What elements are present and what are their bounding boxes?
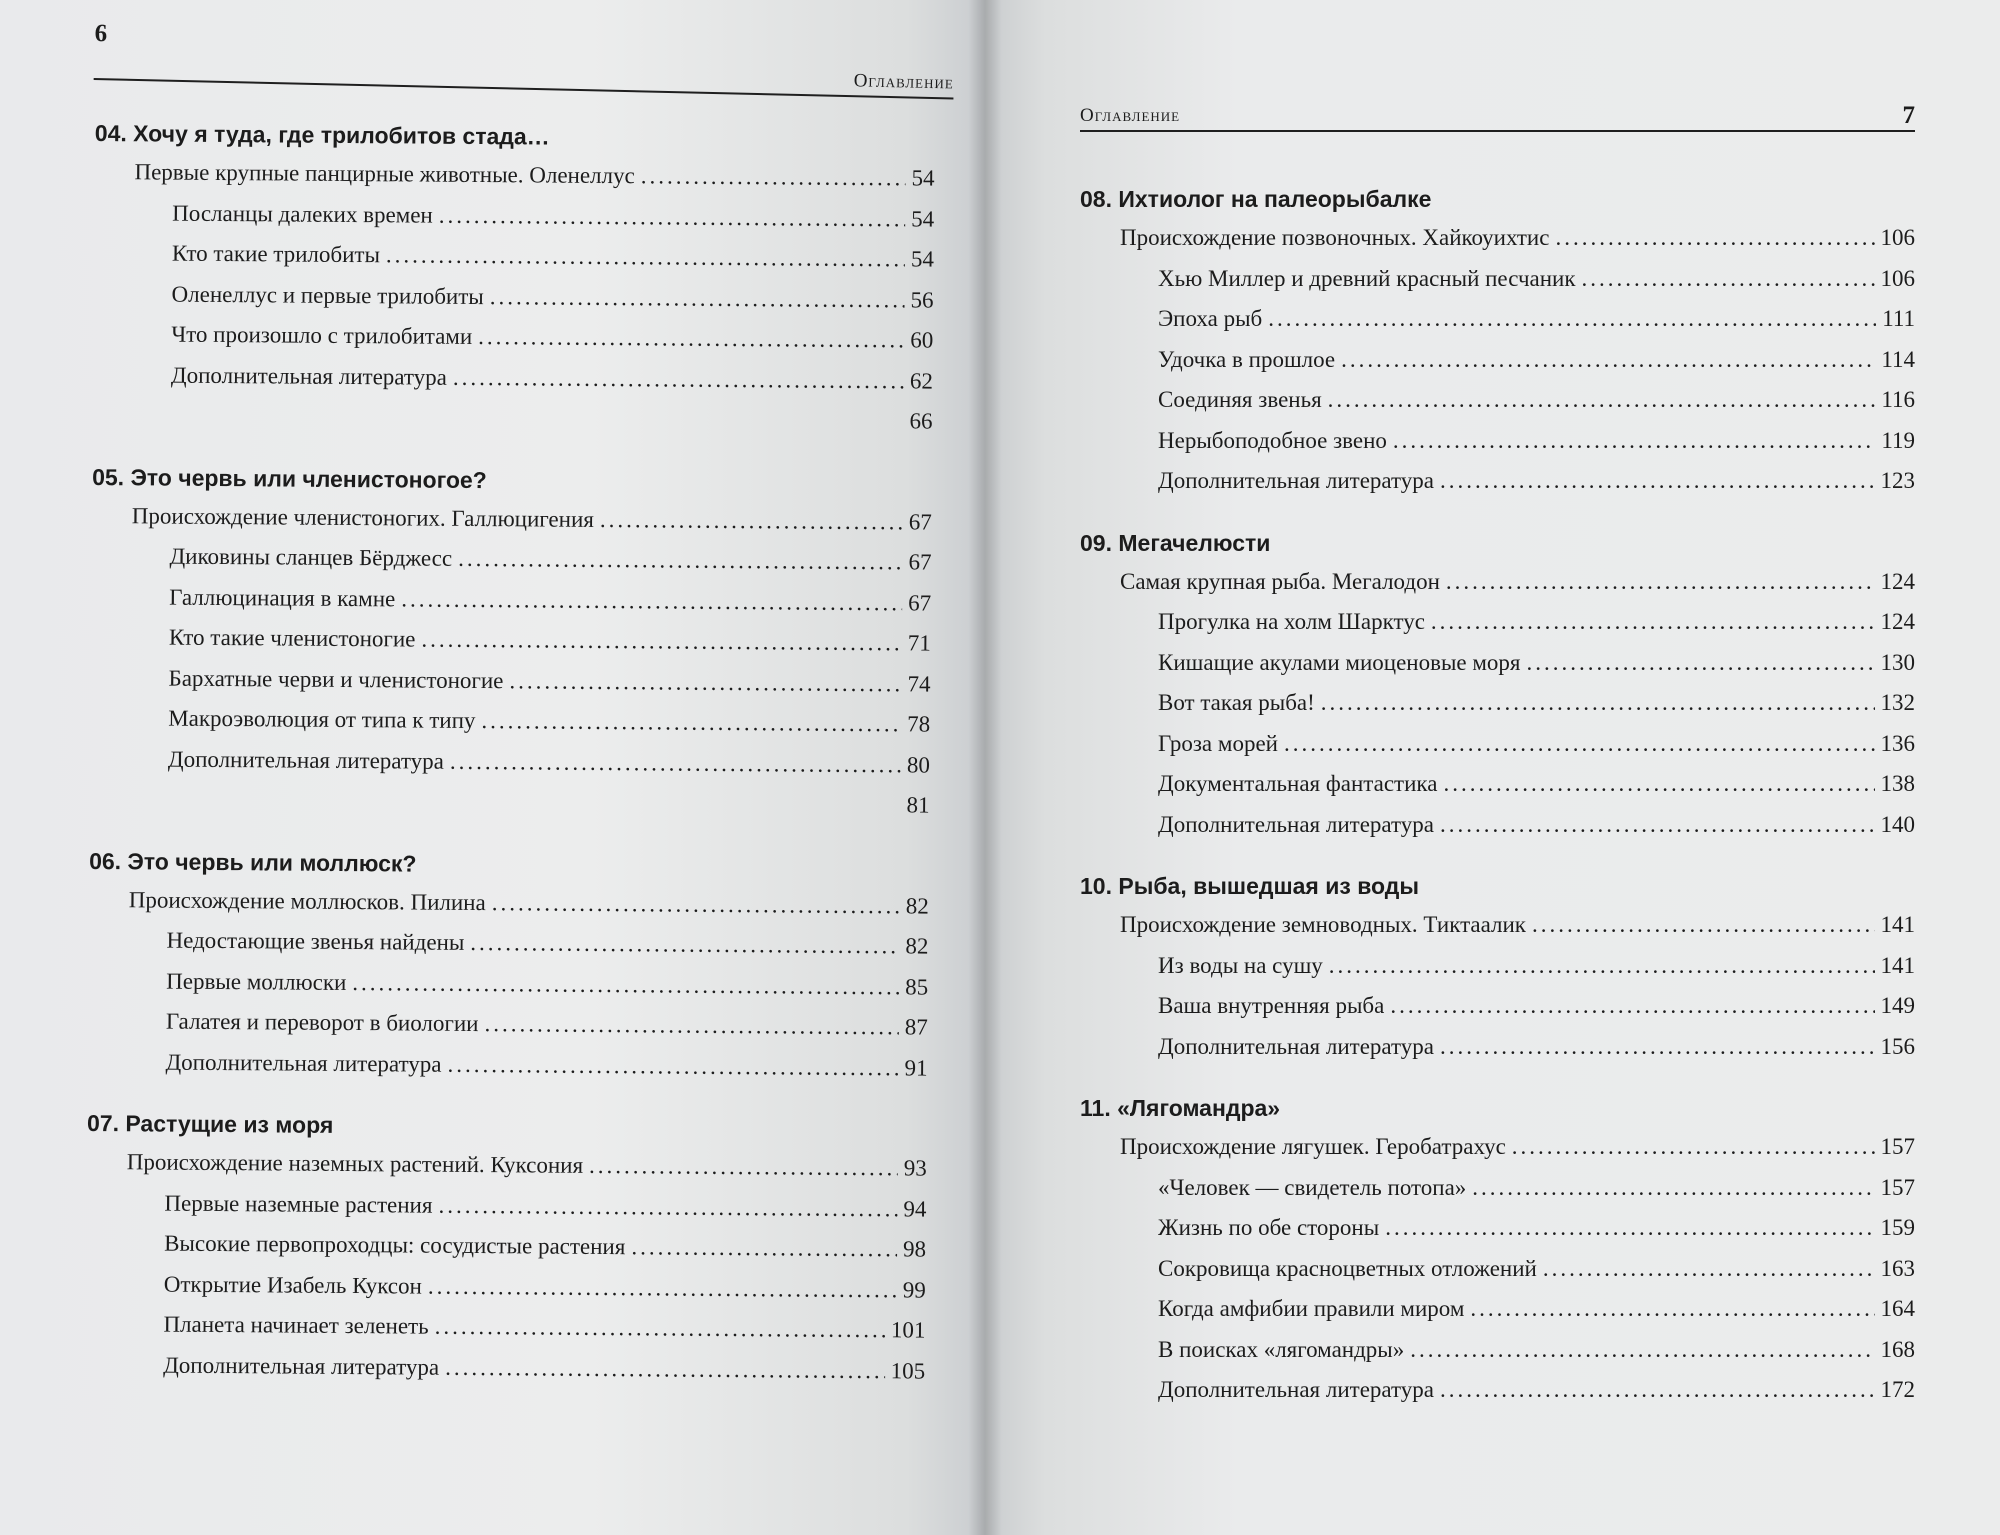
- leader-dots: [1329, 946, 1875, 987]
- chapter-title[interactable]: 04. Хочу я туда, где трилобитов стада…: [94, 119, 550, 150]
- leader-dots: [470, 923, 899, 967]
- leader-dots: [1321, 683, 1875, 724]
- leader-dots: [1555, 218, 1874, 259]
- toc-section-row[interactable]: [85, 1344, 925, 1391]
- chapter-title[interactable]: 09. Мегачелюсти: [1080, 529, 1271, 556]
- toc-trailing-row: [89, 779, 929, 826]
- subtitle-text: Происхождение моллюсков. Пилина: [128, 886, 486, 915]
- toc-section-row[interactable]: [87, 1041, 927, 1088]
- page-ref: 54: [910, 246, 934, 272]
- page-ref: 164: [1880, 1296, 1915, 1321]
- leader-dots: [1341, 340, 1875, 381]
- section-title: Первые моллюски: [166, 968, 347, 995]
- page-ref: 94: [903, 1195, 927, 1222]
- section-title: Вот такая рыба!: [1158, 690, 1315, 715]
- left-toc: [85, 114, 935, 1392]
- toc-section-row[interactable]: [1080, 259, 1915, 300]
- leader-dots: [434, 1307, 885, 1351]
- leader-dots: [1268, 299, 1876, 340]
- page-ref: 80: [906, 751, 931, 778]
- page-ref: 85: [905, 973, 929, 1000]
- leader-dots: [1385, 1208, 1874, 1249]
- toc-trailing-row: [92, 395, 932, 442]
- section-title: В поисках «лягомандры»: [1158, 1336, 1405, 1362]
- page-ref: 74: [907, 670, 931, 697]
- book-gutter-shadow: [968, 0, 1002, 1535]
- page-ref: 141: [1880, 952, 1915, 978]
- section-title: Удочка в прошлое: [1158, 346, 1336, 372]
- toc-section-row[interactable]: [90, 738, 930, 785]
- page-ref: 116: [1881, 387, 1915, 412]
- toc-section-row[interactable]: [1080, 461, 1915, 502]
- page-ref: 163: [1880, 1255, 1915, 1281]
- section-title: Кто такие трилобиты: [171, 240, 381, 268]
- toc-section-row[interactable]: [93, 273, 933, 320]
- right-page: [985, 0, 2000, 1535]
- toc-section-row[interactable]: [1080, 1168, 1915, 1209]
- leader-dots: [1440, 1027, 1875, 1068]
- section-title: Дополнительная литература: [1158, 1033, 1434, 1059]
- leader-dots: [1440, 1370, 1875, 1411]
- section-title: Дополнительная литература: [163, 1352, 440, 1380]
- section-title: Дополнительная литература: [170, 362, 448, 390]
- page-ref: 82: [905, 892, 929, 919]
- page-ref: 159: [1880, 1215, 1915, 1240]
- page-ref: 114: [1881, 346, 1915, 372]
- section-title: Нерыбоподобное звено: [1158, 427, 1387, 453]
- chapter-title[interactable]: 10. Рыба, вышедшая из воды: [1080, 873, 1420, 899]
- page-ref: 82: [905, 933, 929, 959]
- toc-section-row[interactable]: [1080, 683, 1915, 724]
- toc-section-row[interactable]: [91, 576, 931, 623]
- toc-section-row[interactable]: [93, 314, 933, 361]
- section-title: Сокровища красноцветных отложений: [1158, 1255, 1537, 1281]
- leader-dots: [439, 195, 906, 239]
- page-ref: 71: [907, 630, 931, 656]
- leader-dots: [1582, 259, 1875, 300]
- page-ref: 66: [909, 408, 933, 434]
- toc-section-row[interactable]: [1080, 986, 1915, 1027]
- page-ref: 67: [908, 549, 932, 575]
- page-ref: 132: [1880, 690, 1915, 715]
- page-ref: 172: [1880, 1377, 1915, 1402]
- subtitle-text: Происхождение земноводных. Тиктаалик: [1120, 912, 1526, 937]
- page-ref: 67: [908, 589, 932, 616]
- section-title: Кишащие акулами миоценовые моря: [1158, 649, 1521, 675]
- toc-subtitle-row[interactable]: [94, 152, 934, 199]
- toc-section-row[interactable]: [1080, 1330, 1915, 1371]
- section-title: Ваша внутренняя рыба: [1158, 993, 1385, 1018]
- toc-chapter-06: [87, 841, 929, 1088]
- toc-section-row[interactable]: [1080, 764, 1915, 805]
- toc-section-row[interactable]: [88, 960, 928, 1007]
- page-ref: 98: [903, 1236, 927, 1262]
- leader-dots: [1431, 602, 1875, 643]
- subtitle-text: Происхождение членистоногих. Галлюцигения: [131, 502, 594, 532]
- section-title: Галлюцинация в камне: [169, 584, 396, 611]
- toc-section-row[interactable]: [1080, 380, 1915, 421]
- page-ref: 124: [1880, 609, 1915, 634]
- toc-section-row[interactable]: [86, 1223, 926, 1270]
- leader-dots: [481, 701, 901, 745]
- left-page: [0, 0, 985, 1535]
- page-ref: 130: [1880, 649, 1915, 675]
- subtitle-text: Происхождение лягушек. Геробатрахус: [1120, 1134, 1506, 1159]
- leader-dots: [1470, 1289, 1874, 1330]
- leader-dots: [401, 579, 902, 623]
- toc-section-row[interactable]: [88, 1001, 928, 1048]
- toc-chapter-04: [92, 114, 934, 442]
- leader-dots: [428, 1266, 897, 1310]
- toc-chapter-09: [1080, 524, 1915, 846]
- page-ref: 157: [1880, 1134, 1915, 1159]
- page-ref: 156: [1880, 1033, 1915, 1059]
- leader-dots: [478, 317, 904, 361]
- page-ref: 149: [1880, 993, 1915, 1018]
- toc-section-row[interactable]: [1080, 299, 1915, 340]
- page-ref: 81: [906, 792, 930, 818]
- section-title: Что произошло с трилобитами: [171, 321, 473, 349]
- leader-dots: [386, 235, 905, 280]
- chapter-title[interactable]: 06. Это червь или моллюск?: [89, 847, 417, 877]
- toc-subtitle-row[interactable]: [92, 495, 932, 542]
- toc-section-row[interactable]: [1080, 1370, 1915, 1411]
- section-title: Высокие первопроходцы: сосудистые растения: [164, 1230, 626, 1260]
- page-ref: 87: [904, 1014, 928, 1040]
- section-title: Дополнительная литература: [1158, 468, 1434, 493]
- leader-dots: [421, 620, 902, 664]
- toc-section-row[interactable]: [90, 657, 930, 704]
- section-title: «Человек — свидетель потопа»: [1158, 1174, 1467, 1200]
- toc-section-row[interactable]: [1080, 340, 1915, 381]
- page-ref: 111: [1882, 306, 1915, 331]
- section-title: Планета начинает зеленеть: [163, 1311, 429, 1339]
- section-title: Дополнительная литература: [1158, 811, 1434, 837]
- right-toc: [1080, 180, 1915, 1411]
- section-title: Когда амфибии правили миром: [1158, 1296, 1465, 1321]
- toc-section-row[interactable]: [91, 536, 931, 583]
- section-title: Макроэволюция от типа к типу: [168, 705, 476, 734]
- toc-chapter-11: [1080, 1089, 1915, 1411]
- section-title: Открытие Изабель Куксон: [163, 1271, 422, 1299]
- section-title: Кто такие членистоногие: [168, 624, 416, 652]
- page-ref: 141: [1880, 912, 1915, 937]
- page-ref: 99: [902, 1276, 926, 1303]
- chapter-title[interactable]: 08. Ихтиолог на палеорыбалке: [1080, 186, 1432, 212]
- section-title: Гроза морей: [1158, 730, 1278, 756]
- leader-dots: [1532, 905, 1875, 946]
- toc-section-row[interactable]: [1080, 1208, 1915, 1249]
- leader-dots: [438, 1185, 897, 1229]
- toc-chapter-08: [1080, 180, 1915, 502]
- toc-subtitle-row[interactable]: [1080, 905, 1915, 946]
- toc-section-row[interactable]: [1080, 1289, 1915, 1330]
- section-title: Дополнительная литература: [167, 746, 445, 774]
- toc-section-row[interactable]: [1080, 946, 1915, 987]
- page-ref: 136: [1880, 730, 1915, 756]
- toc-section-row[interactable]: [94, 233, 934, 280]
- subtitle-text: Происхождение позвоночных. Хайкоуихтис: [1120, 225, 1550, 250]
- section-title: Прогулка на холм Шарктус: [1158, 609, 1425, 634]
- leader-dots: [1446, 562, 1875, 603]
- leader-dots: [1440, 805, 1875, 846]
- page-ref: 54: [911, 205, 935, 232]
- section-title: Соединяя звенья: [1158, 387, 1322, 412]
- chapter-title[interactable]: 07. Растущие из моря: [86, 1109, 334, 1138]
- section-title: Посланцы далеких времен: [172, 200, 433, 228]
- page-ref: 168: [1880, 1336, 1915, 1362]
- toc-section-row[interactable]: [85, 1304, 925, 1351]
- toc-section-row[interactable]: [86, 1263, 926, 1310]
- section-title: Оленеллус и первые трилобиты: [171, 281, 484, 309]
- section-title: Недостающие звенья найдены: [166, 927, 465, 955]
- left-running-head-title: Оглавление: [853, 70, 955, 94]
- leader-dots: [450, 741, 901, 785]
- toc-subtitle-row[interactable]: [87, 1142, 927, 1189]
- page-ref: 140: [1880, 811, 1915, 837]
- leader-dots: [1443, 764, 1874, 805]
- page-ref: 157: [1880, 1174, 1915, 1200]
- toc-section-row[interactable]: [93, 354, 933, 401]
- section-title: Дополнительная литература: [1158, 1377, 1434, 1402]
- right-running-head: [1080, 98, 1915, 132]
- page-ref: 93: [903, 1155, 927, 1181]
- toc-subtitle-row[interactable]: [1080, 1127, 1915, 1168]
- toc-section-row[interactable]: [86, 1182, 926, 1229]
- toc-subtitle-row[interactable]: [1080, 562, 1915, 603]
- leader-dots: [1512, 1127, 1875, 1168]
- toc-subtitle-row[interactable]: [1080, 218, 1915, 259]
- subtitle-text: Происхождение наземных растений. Куксония: [126, 1149, 584, 1178]
- section-title: Из воды на сушу: [1158, 952, 1323, 978]
- page-ref: 101: [890, 1317, 926, 1343]
- toc-section-row[interactable]: [1080, 643, 1915, 684]
- leader-dots: [1472, 1168, 1874, 1209]
- toc-chapter-07: [85, 1104, 927, 1392]
- leader-dots: [458, 539, 903, 583]
- page-ref: 106: [1880, 225, 1915, 250]
- leader-dots: [453, 357, 904, 401]
- page-ref: 91: [904, 1054, 928, 1081]
- leader-dots: [589, 1146, 898, 1189]
- toc-section-row[interactable]: [1080, 1249, 1915, 1290]
- leader-dots: [490, 277, 905, 321]
- leader-dots: [352, 963, 899, 1008]
- subtitle-text: Самая крупная рыба. Мегалодон: [1120, 568, 1440, 594]
- page-ref: 106: [1880, 265, 1915, 291]
- page-ref: 138: [1880, 771, 1915, 796]
- page-ref: 119: [1881, 427, 1915, 453]
- subtitle-text: Первые крупные панцирные животные. Оленеллус: [134, 159, 635, 189]
- leader-dots: [1390, 986, 1874, 1027]
- page-ref: 56: [910, 286, 934, 313]
- toc-section-row[interactable]: [1080, 602, 1915, 643]
- page-ref: 60: [910, 327, 934, 353]
- page-ref: 67: [908, 508, 932, 535]
- toc-chapter-05: [89, 457, 932, 826]
- section-title: Жизнь по обе стороны: [1158, 1215, 1380, 1240]
- leader-dots: [1410, 1330, 1874, 1371]
- page-ref: 78: [907, 711, 931, 737]
- toc-section-row[interactable]: [88, 920, 928, 967]
- section-title: Документальная фантастика: [1158, 771, 1438, 796]
- leader-dots: [1527, 643, 1875, 684]
- toc-section-row[interactable]: [1080, 805, 1915, 846]
- leader-dots: [1328, 380, 1876, 421]
- toc-section-row[interactable]: [1080, 1027, 1915, 1068]
- section-title: Дополнительная литература: [165, 1049, 442, 1077]
- leader-dots: [447, 1044, 898, 1088]
- toc-chapter-10: [1080, 867, 1915, 1067]
- left-running-head: [94, 20, 955, 99]
- section-title: Эпоха рыб: [1158, 306, 1263, 331]
- page-ref: 54: [911, 165, 935, 191]
- leader-dots: [509, 661, 901, 705]
- toc-section-row[interactable]: [90, 698, 930, 745]
- section-title: Галатея и переворот в биологии: [165, 1008, 479, 1037]
- toc-section-row[interactable]: [1080, 421, 1915, 462]
- leader-dots: [600, 499, 903, 542]
- leader-dots: [1284, 724, 1875, 765]
- toc-section-row[interactable]: [1080, 724, 1915, 765]
- page-ref: 62: [909, 367, 934, 394]
- leader-dots: [492, 883, 900, 927]
- section-title: Бархатные черви и членистоногие: [168, 665, 504, 693]
- page-ref: 105: [890, 1357, 926, 1384]
- chapter-title[interactable]: 11. «Лягомандра»: [1080, 1095, 1281, 1121]
- leader-dots: [1543, 1249, 1875, 1290]
- toc-section-row[interactable]: [91, 617, 931, 664]
- leader-dots: [1393, 421, 1875, 462]
- right-running-head-title: Оглавление: [1080, 105, 1181, 126]
- chapter-title[interactable]: 05. Это червь или членистоногое?: [92, 463, 487, 493]
- page-ref: 123: [1880, 468, 1915, 493]
- leader-dots: [445, 1347, 885, 1391]
- page-ref: 124: [1880, 568, 1915, 594]
- toc-section-row[interactable]: [94, 192, 934, 239]
- leader-dots: [631, 1227, 897, 1270]
- leader-dots: [1440, 461, 1875, 502]
- toc-subtitle-row[interactable]: [89, 879, 929, 926]
- section-title: Первые наземные растения: [164, 1190, 433, 1218]
- leader-dots: [641, 156, 906, 199]
- left-page-number: 6: [94, 20, 108, 48]
- right-page-number: 7: [1902, 102, 1915, 129]
- section-title: Диковины сланцев Бёрджесс: [169, 543, 453, 571]
- leader-dots: [484, 1004, 899, 1048]
- section-title: Хью Миллер и древний красный песчаник: [1158, 265, 1576, 291]
